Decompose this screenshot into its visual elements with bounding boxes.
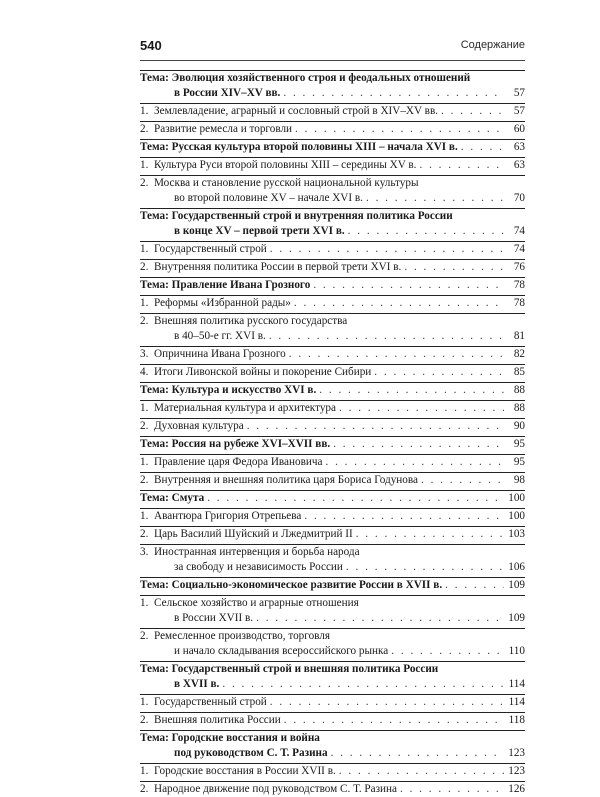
entry-number: 2. — [140, 474, 149, 486]
entry-text: во второй половине XV – начале XVI в. — [174, 192, 363, 204]
entry-number: 1. — [140, 243, 149, 255]
toc-entry — [140, 400, 525, 416]
dot-leader — [441, 104, 504, 119]
entry-number: 3. — [140, 348, 149, 360]
entry-text: Развитие ремесла и торговли — [154, 123, 293, 135]
toc-entry — [140, 560, 525, 575]
dot-leader — [331, 746, 504, 761]
dot-leader — [348, 224, 504, 239]
page-ref: 74 — [513, 225, 525, 237]
entry-line — [140, 122, 525, 137]
page-ref: 109 — [508, 612, 525, 624]
entry-number: 1. — [140, 597, 149, 609]
entry-line — [140, 329, 525, 344]
entry-number: 1. — [140, 297, 149, 309]
dot-leader — [222, 677, 504, 692]
section-heading — [140, 677, 525, 692]
entry-text: в России XVII в. — [174, 612, 254, 624]
dot-leader — [269, 329, 504, 344]
section-heading — [140, 224, 525, 239]
dot-leader — [404, 260, 504, 275]
toc-entry — [140, 454, 525, 470]
toc-entry — [140, 157, 525, 173]
entry-line — [140, 473, 525, 488]
dot-leader — [256, 611, 504, 626]
entry-line — [140, 695, 525, 710]
toc-entry — [140, 595, 525, 611]
section-heading — [140, 490, 525, 506]
dot-leader — [419, 158, 504, 173]
dot-leader — [366, 191, 504, 206]
section-heading — [140, 208, 525, 224]
dot-leader — [304, 509, 504, 524]
page-ref: 118 — [508, 714, 525, 726]
dot-leader — [339, 401, 504, 416]
page-ref: 63 — [513, 141, 525, 153]
entry-line — [140, 158, 525, 173]
dot-leader — [289, 347, 504, 362]
entry-text: Внутренняя политика России в первой трети XVI в. — [154, 261, 402, 273]
toc-entry — [140, 346, 525, 362]
entry-text: Внешняя политика русского государства — [154, 315, 348, 327]
entry-line — [140, 401, 525, 416]
section-heading-text: Тема: Городские восстания и война — [140, 732, 320, 744]
toc-entry — [140, 329, 525, 344]
dot-leader — [313, 278, 504, 293]
entry-text: за свободу и независимость России — [174, 561, 343, 573]
section-heading — [140, 577, 525, 593]
toc-entry — [140, 628, 525, 644]
entry-number: 2. — [140, 420, 149, 432]
entry-text: Царь Василий Шуйский и Лжедмитрий II — [154, 528, 353, 540]
entry-line — [140, 764, 525, 779]
entry-number: 1. — [140, 765, 149, 777]
section-heading — [140, 277, 525, 293]
dot-leader — [400, 782, 504, 797]
entry-text: в 40–50-е гг. XVI в. — [174, 330, 266, 342]
dot-leader — [461, 140, 504, 155]
page-ref: 98 — [513, 474, 525, 486]
entry-text: Культура Руси второй половины XIII – середины XV в. — [154, 159, 417, 171]
toc-entry — [140, 611, 525, 626]
entry-text: Материальная культура и архитектура — [154, 402, 336, 414]
entry-number: 2. — [140, 315, 149, 327]
section-heading — [140, 730, 525, 746]
entry-number: 4. — [140, 366, 149, 378]
entry-line — [140, 560, 525, 575]
page-ref: 76 — [513, 261, 525, 273]
page-ref: 57 — [513, 87, 525, 99]
entry-text: Авантюра Григория Отрепьева — [154, 510, 302, 522]
section-heading — [140, 139, 525, 155]
entry-text: Народное движение под руководством С. Т. Разина — [154, 783, 397, 795]
page-ref: 114 — [508, 696, 525, 708]
toc-entry — [140, 175, 525, 191]
section-heading-text: Тема: Эволюция хозяйственного строя и феодальных отношений — [140, 72, 471, 84]
section-heading — [140, 661, 525, 677]
page-ref: 81 — [513, 330, 525, 342]
section-heading-text: в конце XV – первой трети XVI в. — [174, 225, 345, 237]
dot-leader — [325, 455, 504, 470]
toc-entry — [140, 191, 525, 206]
toc-entry — [140, 544, 525, 560]
entry-line — [140, 509, 525, 524]
toc-entry — [140, 241, 525, 257]
entry-text: Опричнина Ивана Грозного — [154, 348, 286, 360]
entry-text: Итоги Ливонской войны и покорение Сибири — [154, 366, 372, 378]
toc-entry — [140, 712, 525, 728]
entry-text: Государственный строй — [154, 696, 267, 708]
page-ref: 63 — [513, 159, 525, 171]
dot-leader — [356, 527, 504, 542]
toc-entry — [140, 259, 525, 275]
dot-leader — [421, 473, 504, 488]
page-ref: 60 — [513, 123, 525, 135]
entry-text: Внутренняя и внешняя политика царя Бориса Годунова — [154, 474, 418, 486]
section-heading-text: Тема: Культура и искусство XVI в. — [140, 384, 317, 396]
section-heading-text: под руководством С. Т. Разина — [174, 747, 328, 759]
entry-text: Сельское хозяйство и аграрные отношения — [154, 597, 359, 609]
entry-line — [140, 611, 525, 626]
page-ref: 78 — [513, 297, 525, 309]
dot-leader — [445, 578, 504, 593]
entry-number: 2. — [140, 123, 149, 135]
page-ref: 74 — [513, 243, 525, 255]
page-ref: 123 — [508, 765, 525, 777]
page-ref: 82 — [513, 348, 525, 360]
dot-leader — [346, 560, 504, 575]
entry-line — [140, 644, 525, 659]
entry-number: 1. — [140, 510, 149, 522]
section-heading — [140, 86, 525, 101]
entry-line — [140, 347, 525, 362]
entry-text: Иностранная интервенция и борьба народа — [154, 546, 360, 558]
section-heading — [140, 70, 525, 86]
entry-number: 1. — [140, 456, 149, 468]
entry-text: Землевладение, аграрный и сословный строй в XIV–XV вв. — [154, 105, 439, 117]
section-heading — [140, 382, 525, 398]
toc-entry — [140, 418, 525, 434]
page-ref: 100 — [508, 510, 525, 522]
toc-entry — [140, 313, 525, 329]
entry-number: 2. — [140, 261, 149, 273]
toc-entry — [140, 763, 525, 779]
entry-number: 1. — [140, 402, 149, 414]
dot-leader — [333, 437, 504, 452]
entry-number: 2. — [140, 783, 149, 795]
section-heading — [140, 746, 525, 761]
entry-number: 2. — [140, 528, 149, 540]
page-ref: 88 — [513, 402, 525, 414]
entry-text: Правление царя Федора Ивановича — [154, 456, 323, 468]
entry-line — [140, 191, 525, 206]
dot-leader — [295, 122, 504, 137]
page-number: 540 — [140, 38, 162, 53]
entry-line — [140, 365, 525, 380]
section-heading-text: Тема: Смута — [140, 492, 205, 504]
entry-text: Москва и становление русской национальной культуры — [154, 177, 419, 189]
section-title: Содержание — [460, 39, 525, 51]
section-heading-text: Тема: Государственный строй и внешняя политика России — [140, 663, 439, 675]
entry-line — [140, 527, 525, 542]
entry-number: 3. — [140, 546, 149, 558]
dot-leader — [391, 644, 504, 659]
toc-entry — [140, 526, 525, 542]
entry-number: 2. — [140, 630, 149, 642]
entry-text: Ремесленное производство, торговля — [154, 630, 331, 642]
page-ref: 110 — [508, 645, 525, 657]
entry-number: 2. — [140, 177, 149, 189]
dot-leader — [283, 86, 504, 101]
entry-line — [140, 242, 525, 257]
entry-number: 1. — [140, 696, 149, 708]
section-heading-text: в России XIV–XV вв. — [174, 87, 281, 99]
page-ref: 114 — [508, 678, 525, 690]
page-ref: 103 — [508, 528, 525, 540]
page-ref: 95 — [513, 456, 525, 468]
toc-entry — [140, 121, 525, 137]
entry-text: Государственный строй — [154, 243, 267, 255]
section-heading-text: Тема: Социально-экономическое развитие России в XVII в. — [140, 579, 443, 591]
dot-leader — [339, 764, 504, 779]
running-header — [140, 38, 525, 61]
entry-number: 1. — [140, 159, 149, 171]
toc-entry — [140, 644, 525, 659]
dot-leader — [270, 695, 504, 710]
page-ref: 106 — [508, 561, 525, 573]
page-ref: 88 — [513, 384, 525, 396]
entry-line — [140, 419, 525, 434]
toc-entry — [140, 472, 525, 488]
page-ref: 126 — [508, 783, 525, 795]
page-ref: 123 — [508, 747, 525, 759]
entry-number: 1. — [140, 105, 149, 117]
dot-leader — [284, 713, 504, 728]
section-heading-text: Тема: Русская культура второй половины XIII – начала XVI в. — [140, 141, 458, 153]
section-heading-text: Тема: Россия на рубеже XVI–XVII вв. — [140, 438, 331, 450]
entry-text: и начало складывания всероссийского рынка — [174, 645, 389, 657]
page-ref: 85 — [513, 366, 525, 378]
section-heading-text: Тема: Правление Ивана Грозного — [140, 279, 311, 291]
entry-line — [140, 260, 525, 275]
section-heading-text: в XVII в. — [174, 678, 220, 690]
toc-entry — [140, 295, 525, 311]
section-heading — [140, 436, 525, 452]
page-ref: 57 — [513, 105, 525, 117]
entry-text: Реформы «Избранной рады» — [154, 297, 291, 309]
entry-number: 2. — [140, 714, 149, 726]
toc-entry — [140, 508, 525, 524]
section-heading-text: Тема: Государственный строй и внутренняя политика России — [140, 210, 453, 222]
page-ref: 78 — [513, 279, 525, 291]
page-ref: 95 — [513, 438, 525, 450]
page-ref: 70 — [513, 192, 525, 204]
toc-entry — [140, 694, 525, 710]
dot-leader — [319, 383, 504, 398]
dot-leader — [247, 419, 504, 434]
entry-line — [140, 713, 525, 728]
entry-line — [140, 296, 525, 311]
entry-text: Внешняя политика России — [154, 714, 281, 726]
entry-line — [140, 104, 525, 119]
page-ref: 100 — [508, 492, 525, 504]
toc-entry — [140, 781, 525, 797]
toc-entry — [140, 103, 525, 119]
toc-entry — [140, 364, 525, 380]
dot-leader — [207, 491, 504, 506]
dot-leader — [294, 296, 504, 311]
dot-leader — [374, 365, 504, 380]
entry-text: Духовная культура — [154, 420, 244, 432]
entry-line — [140, 782, 525, 797]
entry-line — [140, 455, 525, 470]
dot-leader — [270, 242, 504, 257]
table-of-contents — [140, 68, 525, 797]
entry-text: Городские восстания в России XVII в. — [154, 765, 336, 777]
page-ref: 90 — [513, 420, 525, 432]
page-ref: 109 — [508, 579, 525, 591]
